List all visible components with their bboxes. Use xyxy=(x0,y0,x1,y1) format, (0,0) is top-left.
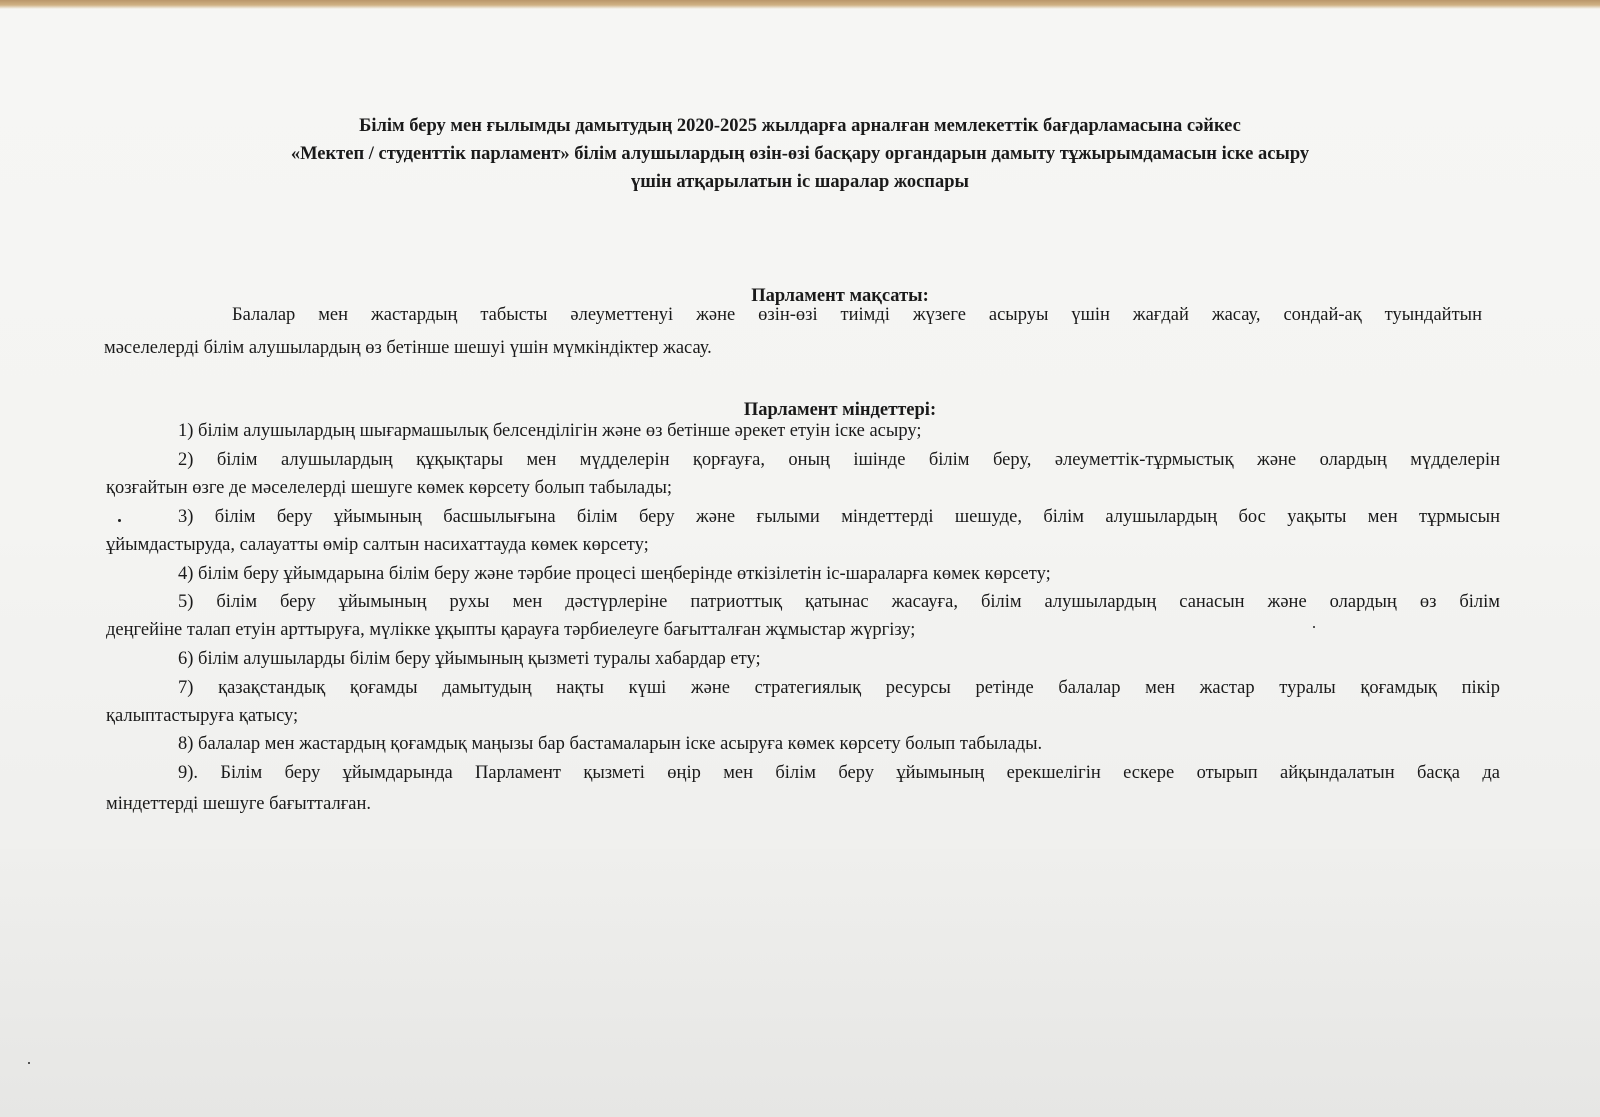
table-edge xyxy=(0,0,1600,9)
task-item-1: 1) білім алушылардың шығармашылық белсенділігін және өз бетінше әрекет етуін іске асыру; xyxy=(178,421,922,441)
task-item-2-line-1: 2) білім алушылардың құқықтары мен мүдделерін қорғауға, оның ішінде білім беру, әлеуметтік-тұрмыстық және олардың мүдделерін xyxy=(178,450,1500,470)
paper-shadow xyxy=(0,837,1600,1117)
task-item-7-line-2: қалыптастыруға қатысу; xyxy=(106,706,299,726)
header-line-1: Білім беру мен ғылымды дамытудың 2020-2025 жылдарға арналған мемлекеттік бағдарламасына сәйкес xyxy=(359,116,1241,136)
ink-speck xyxy=(1313,626,1315,628)
goal-text-line-2: мәселелерді білім алушылардың өз бетінше шешуі үшін мүмкіндіктер жасау. xyxy=(104,338,712,358)
task-item-5-line-2: деңгейіне талап етуін арттыруға, мүлікке ұқыпты қарауға тәрбиелеуге бағытталған жұмыстар жүргізу; xyxy=(106,620,916,640)
tasks-title: Парламент міндеттері: xyxy=(743,400,937,420)
header-line-2: «Мектеп / студенттік парламент» білім алушылардың өзін-өзі басқару органдарын дамыту тұжырымдамасын іске асыру xyxy=(290,144,1310,164)
header-line-3: үшін атқарылатын іс шаралар жоспары xyxy=(631,172,969,192)
document-header xyxy=(150,112,1450,196)
task-item-8: 8) балалар мен жастардың қоғамдық маңызы бар бастамаларын іске асыруға көмек көрсету болып табылады. xyxy=(178,734,1043,754)
task-item-6: 6) білім алушыларды білім беру ұйымының қызметі туралы хабардар ету; xyxy=(178,649,761,669)
task-item-4: 4) білім беру ұйымдарына білім беру және тәрбие процесі шеңберінде өткізілетін іс-шараларға көмек көрсету; xyxy=(178,564,1051,584)
task-item-5-line-1: 5) білім беру ұйымының рухы мен дәстүрлеріне патриоттық қатынас жасауға, білім алушылардың санасын және олардың өз білім xyxy=(178,592,1500,612)
task-item-7-line-1: 7) қазақстандық қоғамды дамытудың нақты күші және стратегиялық ресурсы ретінде балалар мен жастар туралы қоғамдық пікір xyxy=(178,678,1500,698)
goal-title: Парламент мақсаты: xyxy=(751,286,929,306)
task-item-2-line-2: қозғайтын өзге де мәселелерді шешуге көмек көрсету болып табылады; xyxy=(106,478,673,498)
task-item-9-line-2: міндеттерді шешуге бағытталған. xyxy=(106,794,372,814)
goal-text-line-1: Балалар мен жастардың табысты әлеуметтенуі және өзін-өзі тиімді жүзеге асыруы үшін жағдай жасау, сондай-ақ туындайтын xyxy=(232,305,1482,325)
task-item-3-line-1: 3) білім беру ұйымының басшылығына білім беру және ғылыми міндеттерді шешуде, білім алушылардың бос уақыты мен тұрмысын xyxy=(178,507,1500,527)
ink-speck xyxy=(118,519,121,522)
task-item-9-line-1: 9). Білім беру ұйымдарында Парламент қызметі өңір мен білім беру ұйымының ерекшелігін ескере отырып айқындалатын басқа да xyxy=(178,763,1500,783)
task-item-3-line-2: ұйымдастыруда, салауатты өмір салтын насихаттауда көмек көрсету; xyxy=(106,535,649,555)
